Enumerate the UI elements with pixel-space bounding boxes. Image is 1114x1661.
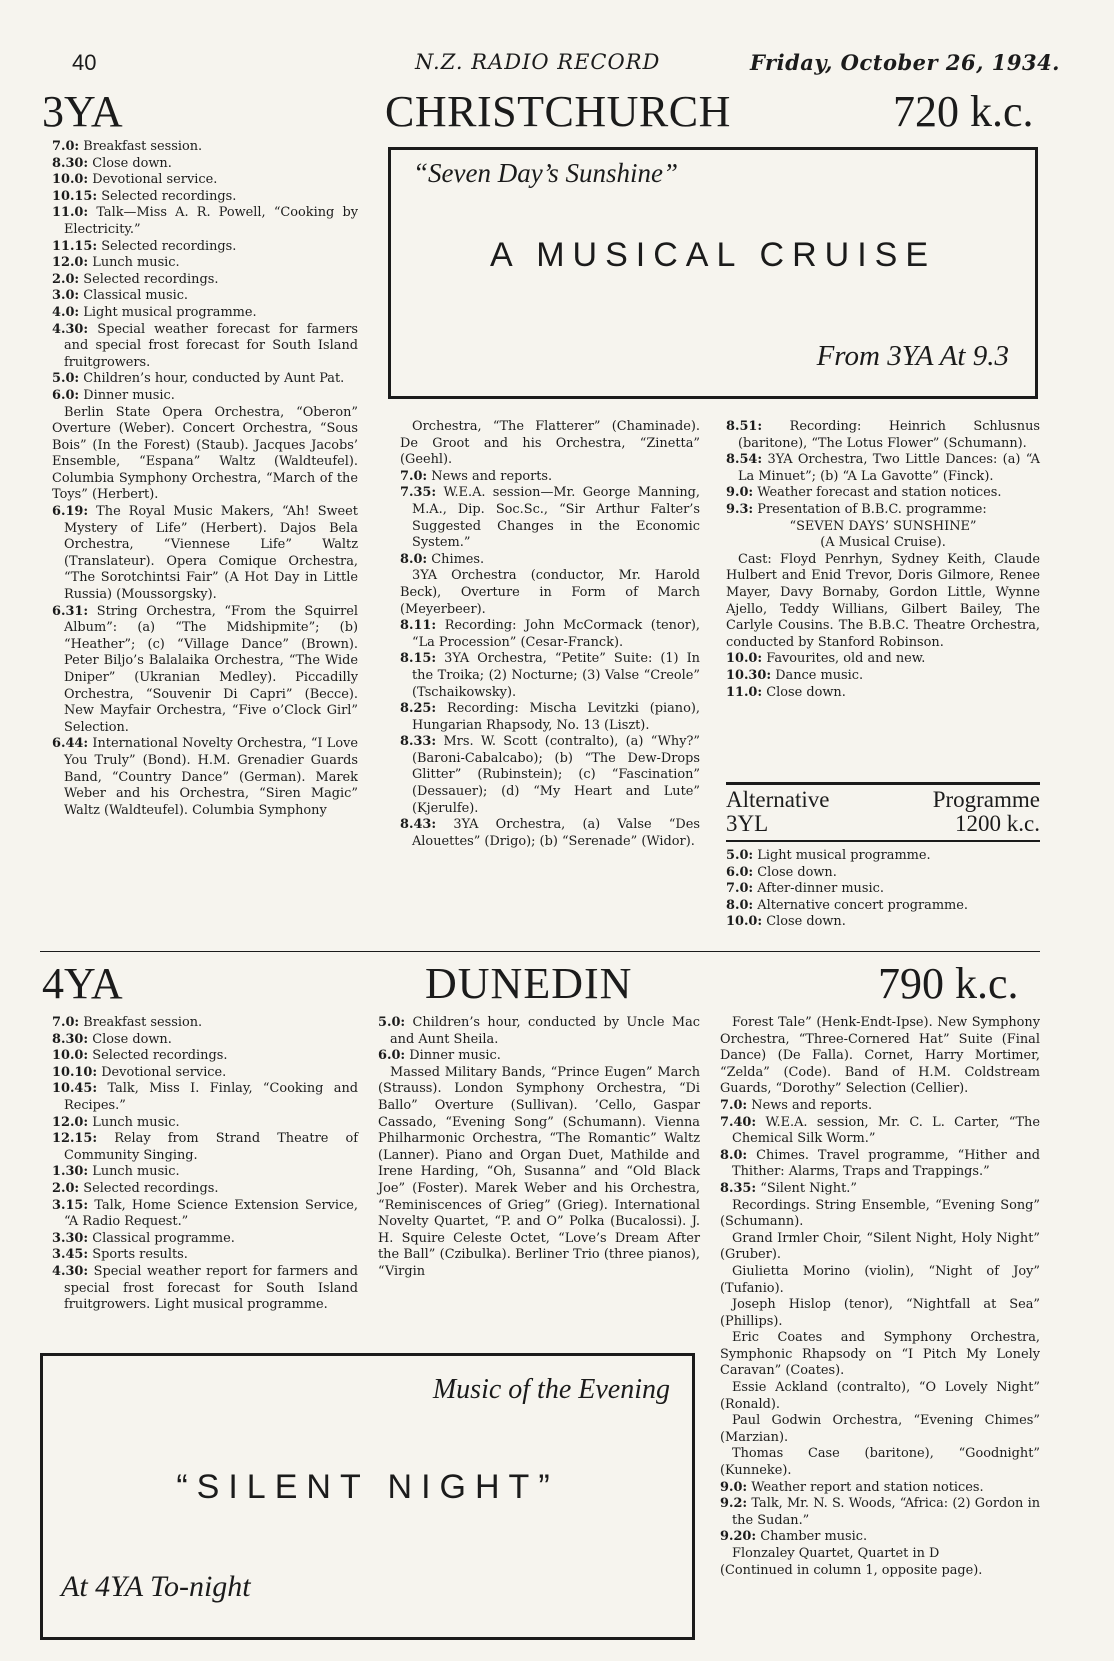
entry-description: Paul Godwin Orchestra, “Evening Chimes” (Marzian). <box>720 1413 1040 1445</box>
entry-time: 10.15: <box>52 188 98 204</box>
schedule-entry <box>720 1148 1040 1181</box>
entry-description: After-dinner music. <box>753 881 884 897</box>
entry-description: Selected recordings. <box>79 1180 219 1196</box>
entry-description: Recording: Mischa Levitzki (piano), Hungarian Rhapsody, No. 13 (Liszt). <box>412 701 700 733</box>
schedule-entry <box>720 1231 1040 1264</box>
station-call-sign-3ya: 3YA <box>42 87 123 136</box>
schedule-entry <box>726 452 1040 485</box>
entry-time: 6.0: <box>378 1048 406 1064</box>
entry-description: Close down. <box>88 1031 172 1047</box>
banner-title: A MUSICAL CRUISE <box>489 236 937 274</box>
entry-time: 3.30: <box>52 1230 89 1246</box>
entry-time: 10.0: <box>726 651 763 667</box>
schedule-entry <box>378 1048 700 1065</box>
schedule-entry <box>52 1032 358 1049</box>
schedule-entry <box>720 1181 1040 1198</box>
schedule-entry <box>52 1115 358 1132</box>
alt-frequency: 1200 k.c. <box>955 811 1040 836</box>
programme-cast: Cast: Floyd Penrhyn, Sydney Keith, Claude Hulbert and Enid Trevor, Doris Gilmore, Renee Mayer, Davy Bornaby, Gordon Little, Wynne Ajello, Teddy Willians, Gilbert Bailey, The Carlyle Cousins. The B.B.C. Theatre Orchestra, conducted by Stanford Robinson. <box>726 551 1040 650</box>
schedule-entry <box>400 651 700 701</box>
entry-description: “Silent Night.” <box>756 1180 857 1196</box>
schedule-entry <box>52 156 358 173</box>
entry-description: Thomas Case (baritone), “Goodnight” (Kunneke). <box>720 1446 1040 1479</box>
entry-description: 3YA Orchestra, Two Little Dances: (a) “A La Minuet”; (b) “A La Gavotte” (Finck). <box>738 452 1040 484</box>
schedule-entry <box>52 305 358 322</box>
entry-time: 4.0: <box>52 304 80 320</box>
station-city-christchurch: CHRISTCHURCH <box>385 87 731 136</box>
entry-time: 11.0: <box>52 205 89 221</box>
entry-time: 1.30: <box>52 1164 89 1180</box>
entry-description: Forest Tale” (Henk-Endt-Ipse). New Symphony Orchestra, “Three-Cornered Hat” Suite (Final Dance) (De Falla). Cornet, Harry Mortimer, “Zelda” (Code). Band of H.M. Coldstream Guards, “Dorothy” Selection (Cellier). <box>720 1015 1040 1097</box>
entry-description: Devotional service. <box>97 1064 227 1080</box>
schedule-entry <box>378 1015 700 1048</box>
entry-description: Light musical programme. <box>753 848 931 863</box>
entry-description: Giulietta Morino (violin), “Night of Joy” (Tufanio). <box>720 1263 1040 1296</box>
schedule-entry <box>726 865 1040 882</box>
entry-time: 8.30: <box>52 155 89 171</box>
schedule-entry <box>52 1164 358 1181</box>
entry-time: 5.0: <box>378 1015 406 1030</box>
entry-time: 8.54: <box>726 452 763 468</box>
schedule-entry <box>52 504 358 604</box>
entry-description: Children’s hour, conducted by Uncle Mac and Aunt Sheila. <box>390 1015 700 1047</box>
column-4ya-2 <box>378 1015 700 1281</box>
schedule-entry <box>720 1480 1040 1497</box>
entry-time: 6.0: <box>726 864 754 880</box>
entry-description: Talk, Home Science Extension Service, “A Radio Request.” <box>64 1197 358 1230</box>
entry-description: W.E.A. session—Mr. George Manning, M.A., Dip. Soc.Sc., “Sir Arthur Falter’s Suggested Changes in the Economic System.” <box>412 485 700 551</box>
entry-time: 8.0: <box>726 897 754 913</box>
schedule-entry <box>720 1446 1040 1479</box>
entry-description: Selected recordings. <box>97 188 237 204</box>
entry-time: 7.0: <box>400 468 428 484</box>
alternative-list <box>726 848 1040 931</box>
entry-description: Essie Ackland (contralto), “O Lovely Night” (Ronald). <box>720 1380 1040 1412</box>
schedule-entry <box>52 1131 358 1164</box>
column-3ya-2 <box>400 419 700 850</box>
schedule-entry <box>52 1264 358 1314</box>
entry-time: 6.44: <box>52 736 89 752</box>
entry-description: News and reports. <box>427 468 553 484</box>
entry-time: 10.0: <box>726 914 763 930</box>
entry-time: 8.0: <box>400 551 428 567</box>
entry-description: Close down. <box>762 684 846 700</box>
schedule-entry <box>52 371 358 388</box>
schedule-entry <box>52 1247 358 1264</box>
section-divider <box>40 951 1040 952</box>
schedule-entry <box>52 189 358 206</box>
schedule-entry <box>720 1264 1040 1297</box>
alt-label: Alternative <box>726 787 830 812</box>
entry-time: 8.35: <box>720 1180 757 1196</box>
schedule-entry <box>726 881 1040 898</box>
entry-time: 6.31: <box>52 603 89 619</box>
entry-description: Mrs. W. Scott (contralto), (a) “Why?” (Baroni-Cabalcabo); (b) “The Dew-Drops Glitter” (Rubinstein); (c) “Fascination” (Dessauer); (d) “My Heart and Lute” (Kjerulfe). <box>412 734 700 816</box>
schedule-entry <box>52 1198 358 1231</box>
entry-description: Sports results. <box>88 1247 188 1263</box>
column-3ya-1 <box>52 139 358 819</box>
schedule-entry <box>720 1380 1040 1413</box>
entry-description: Recording: John McCormack (tenor), “La Procession” (Cesar-Franck). <box>412 618 700 650</box>
schedule-entry <box>400 618 700 651</box>
schedule-entry <box>400 734 700 817</box>
entry-description: Talk, Mr. N. S. Woods, “Africa: (2) Gordon in the Sudan.” <box>732 1496 1040 1528</box>
schedule-entry <box>52 604 358 737</box>
schedule-entry <box>726 651 1040 668</box>
entry-description: Chamber music. <box>756 1529 868 1545</box>
schedule-entry <box>52 1081 358 1114</box>
entry-description: Dance music. <box>771 667 864 683</box>
entry-description: Breakfast session. <box>79 1015 203 1030</box>
entry-description: News and reports. <box>747 1097 873 1113</box>
programme-title: “SEVEN DAYS’ SUNSHINE” <box>789 518 977 534</box>
entry-time: 7.0: <box>52 139 80 154</box>
entry-description: Selected recordings. <box>79 271 219 287</box>
entry-time: 10.10: <box>52 1064 98 1080</box>
station-call-sign-4ya: 4YA <box>42 959 123 1008</box>
schedule-entry <box>52 255 358 272</box>
banner-tagline: “Seven Day’s Sunshine” <box>413 158 678 188</box>
programme-subtitle: (A Musical Cruise). <box>820 535 946 551</box>
entry-description: Alternative concert programme. <box>753 897 969 913</box>
entry-description: International Novelty Orchestra, “I Love You Truly” (Bond). H.M. Grenadier Guards Band, “Country Dance” (German). Marek Weber and his Orchestra, “Siren Magic” Waltz (Waldteufel). Columbia Symphony <box>64 736 358 818</box>
schedule-entry <box>400 485 700 551</box>
entry-description: Lunch music. <box>88 255 180 271</box>
entry-time: 8.51: <box>726 419 763 434</box>
entry-time: 8.11: <box>400 618 437 634</box>
schedule-entry <box>52 1065 358 1082</box>
alt-label2: Programme <box>932 787 1040 812</box>
schedule-entry <box>400 817 700 850</box>
entry-description: Recordings. String Ensemble, “Evening Song” (Schumann). <box>720 1197 1040 1230</box>
entry-description: Flonzaley Quartet, Quartet in D <box>732 1546 940 1561</box>
entry-time: 6.0: <box>52 387 80 403</box>
entry-description: Lunch music. <box>88 1164 180 1180</box>
entry-time: 7.0: <box>726 881 754 897</box>
banner-silent-night <box>40 1353 695 1640</box>
entry-time: 12.0: <box>52 1114 89 1130</box>
entry-description: W.E.A. session, Mr. C. L. Carter, “The Chemical Silk Worm.” <box>732 1114 1040 1147</box>
entry-time: 8.15: <box>400 651 437 667</box>
schedule-entry <box>720 1297 1040 1330</box>
schedule-entry <box>720 1198 1040 1231</box>
entry-time: 3.15: <box>52 1197 89 1213</box>
entry-description: Orchestra, “The Flatterer” (Chaminade). De Groot and his Orchestra, “Zinetta” (Geehl). <box>400 419 700 468</box>
entry-time: 12.15: <box>52 1131 98 1147</box>
column-3ya-3 <box>726 419 1040 701</box>
schedule-entry <box>52 205 358 238</box>
schedule-entry <box>400 469 700 486</box>
entry-time: 11.15: <box>52 238 98 254</box>
entry-time: 7.0: <box>720 1097 748 1113</box>
schedule-entry <box>726 502 1040 519</box>
schedule-entry <box>720 1529 1040 1546</box>
masthead: N.Z. RADIO RECORD <box>415 50 661 74</box>
schedule-entry <box>52 239 358 256</box>
schedule-entry <box>378 1065 700 1281</box>
schedule-entry <box>52 172 358 189</box>
banner-footer: From 3YA At 9.3 <box>816 340 1009 372</box>
schedule-entry <box>52 322 358 372</box>
schedule-entry <box>52 405 358 505</box>
schedule-entry <box>400 419 700 469</box>
banner-musical-cruise <box>388 147 1038 399</box>
schedule-entry <box>726 668 1040 685</box>
entry-description: Presentation of B.B.C. programme: <box>753 501 987 517</box>
entry-time: 5.0: <box>726 848 754 863</box>
entry-time: 9.0: <box>726 485 754 501</box>
schedule-entry <box>726 419 1040 452</box>
continued-note: (Continued in column 1, opposite page). <box>720 1562 983 1578</box>
schedule-entry <box>52 1231 358 1248</box>
station-frequency-4ya: 790 k.c. <box>878 959 1019 1008</box>
alt-call-sign: 3YL <box>726 811 769 836</box>
entry-description: Eric Coates and Symphony Orchestra, Symphonic Rhapsody on “I Pitch My Lonely Caravan” (Coates). <box>720 1330 1040 1379</box>
entry-description: Close down. <box>762 914 846 930</box>
entry-description: Berlin State Opera Orchestra, “Oberon” Overture (Weber). Concert Orchestra, “Sous Bois” (In the Forest) (Staub). Jacques Jacobs’ Ensemble, “Espana” Waltz (Waldteufel). Columbia Symphony Orchestra, “March of the Toys” (Herbert). <box>52 404 358 503</box>
schedule-entry <box>52 288 358 305</box>
schedule-entry <box>52 1181 358 1198</box>
banner-footer: At 4YA To-night <box>61 1570 251 1603</box>
schedule-entry <box>720 1546 1040 1563</box>
schedule-entry <box>720 1115 1040 1148</box>
entry-time: 8.33: <box>400 734 437 750</box>
station-city-dunedin: DUNEDIN <box>425 959 633 1008</box>
entry-description: Chimes. Travel programme, “Hither and Thither: Alarms, Traps and Trappings.” <box>732 1147 1040 1180</box>
entry-description: Talk, Miss I. Finlay, “Cooking and Recipes.” <box>64 1081 358 1113</box>
entry-time: 7.40: <box>720 1114 757 1130</box>
entry-description: Recording: Heinrich Schlusnus (baritone), “The Lotus Flower” (Schumann). <box>738 419 1040 451</box>
entry-description: Breakfast session. <box>79 139 203 154</box>
entry-description: Talk—Miss A. R. Powell, “Cooking by Electricity.” <box>64 205 358 237</box>
entry-time: 9.3: <box>726 501 754 517</box>
schedule-entry <box>720 1015 1040 1098</box>
entry-description: Close down. <box>88 155 172 171</box>
entry-time: 2.0: <box>52 271 80 287</box>
schedule-entry <box>726 898 1040 915</box>
entry-time: 5.0: <box>52 371 80 387</box>
entry-time: 10.0: <box>52 1048 89 1064</box>
entry-time: 8.43: <box>400 817 437 833</box>
alternative-heading <box>726 788 1040 836</box>
entry-time: 8.0: <box>720 1147 748 1163</box>
entry-time: 9.0: <box>720 1479 748 1495</box>
entry-time: 10.30: <box>726 667 772 683</box>
entry-description: Grand Irmler Choir, “Silent Night, Holy Night” (Gruber). <box>720 1230 1040 1263</box>
entry-time: 11.0: <box>726 684 763 700</box>
entry-time: 3.45: <box>52 1247 89 1263</box>
schedule-entry <box>52 388 358 405</box>
station-frequency-3ya: 720 k.c. <box>893 87 1034 136</box>
divider <box>726 840 1040 842</box>
schedule-entry <box>400 568 700 618</box>
schedule-entry <box>52 1048 358 1065</box>
schedule-entry <box>400 552 700 569</box>
entry-time: 8.25: <box>400 701 437 717</box>
entry-description: String Orchestra, “From the Squirrel Album”: (a) “The Midshipmite”; (b) “Heather”; (c) “Village Dance” (Brown). Peter Biljo’s Balalaika Orchestra, “The Wide Dniper” (Ukranian Medley). Piccadilly Orchestra, “Souvenir Di Capri” (Becce). New Mayfair Orchestra, “Five o’Clock Girl” Selection. <box>64 603 358 735</box>
schedule-entry <box>52 139 358 156</box>
entry-time: 10.0: <box>52 172 89 188</box>
banner-title: “SILENT NIGHT” <box>176 1468 559 1506</box>
column-4ya-1 <box>52 1015 358 1314</box>
entry-description: Relay from Strand Theatre of Community Singing. <box>64 1131 358 1163</box>
entry-description: Weather forecast and station notices. <box>753 485 1002 501</box>
entry-description: Selected recordings. <box>97 238 237 254</box>
entry-description: 3YA Orchestra (conductor, Mr. Harold Beck), Overture in Form of March (Meyerbeer). <box>400 568 700 617</box>
schedule-entry <box>720 1098 1040 1115</box>
entry-description: Massed Military Bands, “Prince Eugen” March (Strauss). London Symphony Orchestra, “Di Ballo” Overture (Sullivan). ’Cello, Gaspar Cassado, “Evening Song” (Schumann). Vienna Philharmonic Orchestra, “The Romantic” Waltz (Lanner). Piano and Organ Duet, Mathilde and Irene Harding, “Oh, Susanna” and “Old Black Joe” (Foster). Marek Weber and his Orchestra, “Reminiscences of Grieg” (Grieg). International Novelty Quartet, “P. and O” Polka (Bucalossi). J. H. Squire Celeste Octet, “Love’s Dream After the Ball” (Czibulka). Berliner Trio (three pianos), “Virgin <box>378 1064 700 1279</box>
entry-description: Lunch music. <box>88 1114 180 1130</box>
divider <box>726 782 1040 785</box>
schedule-entry <box>726 848 1040 865</box>
schedule-entry <box>726 914 1040 931</box>
entry-description: Weather report and station notices. <box>747 1479 984 1495</box>
entry-description: Dinner music. <box>79 387 175 403</box>
entry-time: 7.35: <box>400 485 437 501</box>
schedule-entry <box>52 1015 358 1032</box>
entry-description: The Royal Music Makers, “Ah! Sweet Mystery of Life” (Herbert). Dajos Bela Orchestra, “Viennese Life” Waltz (Translateur). Opera Comique Orchestra, “The Sorotchintsi Fair” (A Hot Day in Little Russia) (Moussorgsky). <box>64 504 358 603</box>
entry-time: 4.30: <box>52 321 89 337</box>
entry-description: Classical music. <box>79 288 189 304</box>
entry-description: Special weather forecast for farmers and special frost forecast for South Island fruitgrowers. <box>64 321 358 370</box>
column-4ya-3 <box>720 1015 1040 1579</box>
schedule-entry <box>52 272 358 289</box>
entry-time: 7.0: <box>52 1015 80 1030</box>
schedule-entry <box>720 1496 1040 1529</box>
banner-tagline: Music of the Evening <box>432 1374 670 1405</box>
entry-description: Dinner music. <box>405 1048 501 1064</box>
entry-description: Favourites, old and new. <box>762 651 926 667</box>
entry-description: Children’s hour, conducted by Aunt Pat. <box>79 371 345 387</box>
entry-description: Classical programme. <box>88 1230 235 1246</box>
schedule-entry <box>726 485 1040 502</box>
entry-description: Special weather report for farmers and special frost forecast for South Island fruitgrowers. Light musical programme. <box>64 1263 358 1313</box>
issue-date: Friday, October 26, 1934. <box>750 50 1060 75</box>
schedule-entry <box>52 736 358 819</box>
entry-time: 12.0: <box>52 255 89 271</box>
entry-description: Joseph Hislop (tenor), “Nightfall at Sea” (Phillips). <box>720 1297 1040 1329</box>
entry-description: Chimes. <box>427 551 485 567</box>
entry-description: 3YA Orchestra, (a) Valse “Des Alouettes” (Drigo); (b) “Serenade” (Widor). <box>412 817 700 849</box>
entry-time: 9.2: <box>720 1496 748 1512</box>
entry-time: 4.30: <box>52 1263 89 1279</box>
entry-description: Devotional service. <box>88 172 218 188</box>
entry-description: Selected recordings. <box>88 1048 228 1064</box>
entry-time: 8.30: <box>52 1031 89 1047</box>
entry-time: 2.0: <box>52 1180 80 1196</box>
entry-description: Close down. <box>753 864 837 880</box>
schedule-entry <box>400 701 700 734</box>
schedule-entry <box>720 1330 1040 1380</box>
schedule-entry <box>726 685 1040 702</box>
entry-time: 10.45: <box>52 1081 98 1097</box>
entry-time: 6.19: <box>52 504 89 520</box>
schedule-entry <box>720 1413 1040 1446</box>
entry-description: 3YA Orchestra, “Petite” Suite: (1) In the Troika; (2) Nocturne; (3) Valse “Creole” (Tschaikowsky). <box>412 651 700 700</box>
entry-description: Light musical programme. <box>79 304 257 320</box>
page-number: 40 <box>72 50 97 75</box>
entry-time: 9.20: <box>720 1529 757 1545</box>
entry-time: 3.0: <box>52 288 80 304</box>
